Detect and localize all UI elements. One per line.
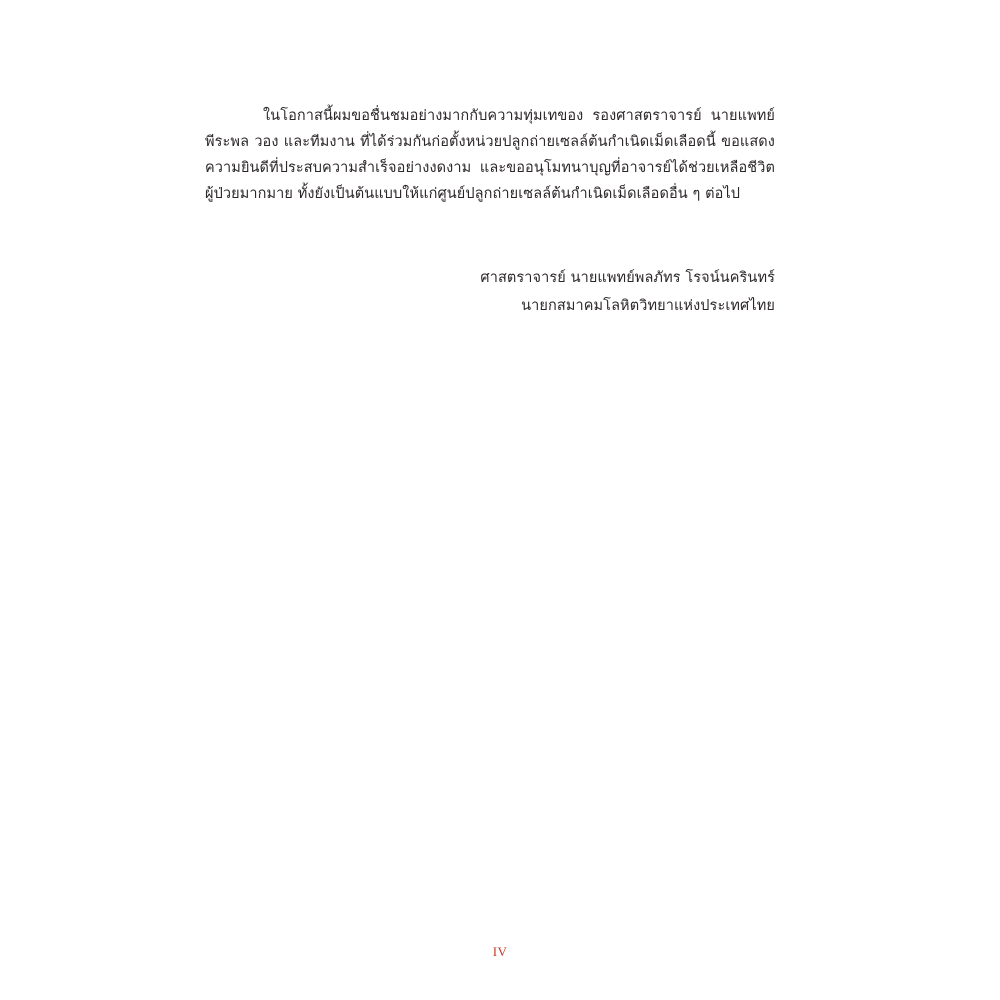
signature-name: ศาสตราจารย์ นายแพทย์พลภัทร โรจน์นครินทร์ (480, 270, 775, 286)
signature-title: นายกสมาคมโลหิตวิทยาแห่งประเทศไทย (521, 298, 775, 314)
page-number: IV (492, 944, 508, 959)
paragraph: ในโอกาสนี้ผมขอชื่นชมอย่างมากกับความทุ่มเทของ รองศาสตราจารย์ นายแพทย์พีระพล วอง และทีมงาน ที่ได้ร่วมกันก่อตั้งหน่วยปลูกถ่ายเซลล์ต้นกำเนิดเม็ดเลือดนี้ ขอแสดงความยินดีที่ประสบความสำเร็จอย่างงดงาม และขออนุโมทนาบุญที่อาจารย์ได้ช่วยเหลือชีวิตผู้ป่วยมากมาย ทั้งยังเป็นต้นแบบให้แก่ศูนย์ปลูกถ่ายเซลล์ต้นกำเนิดเม็ดเลือดอื่น ๆ ต่อไป (205, 107, 775, 202)
signature-block (205, 264, 775, 320)
body-text-block (205, 88, 775, 221)
